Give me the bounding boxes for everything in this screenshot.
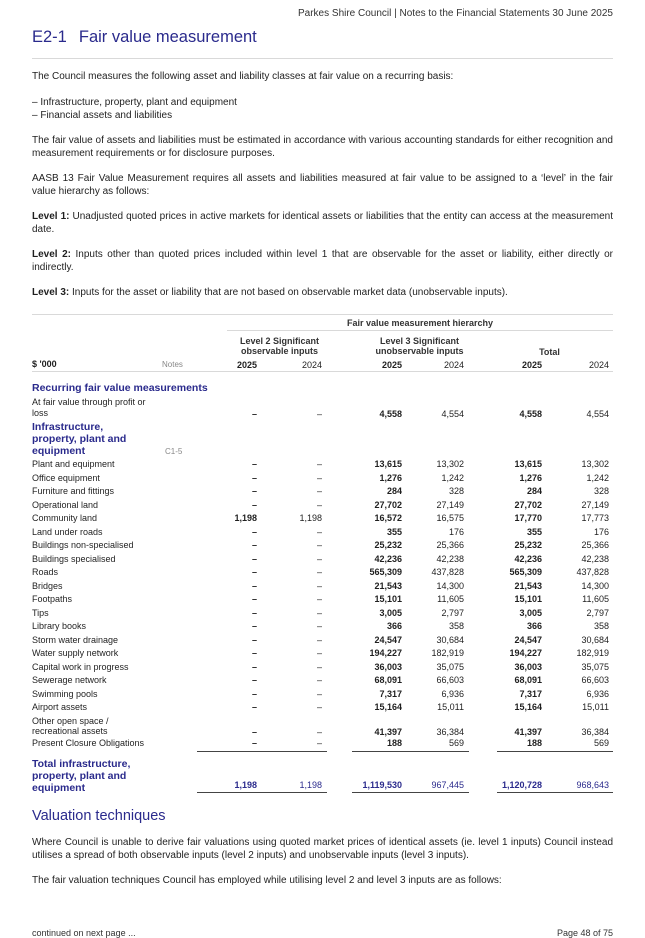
total-cell: 1,119,530 [362,780,402,790]
table-cell: 6,936 [586,688,609,699]
table-cell: 41,397 [514,726,542,737]
table-cell: – [316,688,322,699]
table-cell: – [251,648,257,658]
table-cell: 36,003 [374,661,402,672]
row-label: Airport assets [32,702,88,712]
table-cell: 565,309 [369,567,402,577]
table-cell: 284 [526,486,542,496]
ippe-note-ref: C1-5 [165,447,183,456]
table-cell: 15,164 [514,702,542,712]
total-cell: 1,198 [299,780,322,790]
table-cell: – [316,526,322,537]
table-cell: – [316,472,322,483]
table-cell: – [316,737,322,748]
table-cell: 437,828 [576,567,609,577]
total-bottom-rule [352,792,469,793]
total-cell: 1,198 [234,780,257,790]
table-cell: 14,300 [436,580,464,591]
total-bottom-rule [197,792,327,793]
year-heading: 2025 [521,360,542,370]
row-label: Operational land [32,499,99,510]
table-cell: 17,770 [514,513,542,523]
table-cell: – [251,472,257,483]
table-cell: – [316,459,322,469]
level2-text: Inputs other than quoted prices included within level 1 that are observable for the asset or liability, either directly or indirectly. [32,249,613,273]
row-label: Roads [32,567,59,577]
table-cell: – [316,594,322,604]
table-cell: 68,091 [374,675,402,685]
table-cell: 68,091 [514,675,542,685]
table-cell: 30,684 [436,634,464,645]
year-heading: 2024 [588,360,609,370]
level2-group-heading: Level 2 Significant observable inputs [239,336,320,356]
table-cell: 2,797 [586,607,609,618]
total-rule [497,751,613,752]
table-cell: 27,702 [514,499,542,510]
table-cell: – [316,580,322,591]
table-cell: 328 [448,486,464,496]
table-cell: – [316,409,322,419]
notes-heading: Notes [162,360,183,369]
row-label: Tips [32,607,49,618]
table-cell: 194,227 [509,648,542,658]
table-cell: – [251,580,257,591]
paragraph: The fair value of assets and liabilities must be estimated in accordance with various accounting standards for either recognition and measurement requirements or for disclosure purposes. [32,135,613,159]
table-cell: 27,149 [436,499,464,510]
total-group-heading: Total [539,347,560,357]
table-cell: 42,238 [581,553,609,564]
table-cell: 3,005 [519,607,542,618]
table-cell: 188 [386,737,402,748]
table-cell: 366 [386,621,402,631]
table-cell: 565,309 [509,567,542,577]
table-cell: 25,232 [374,540,402,550]
table-cell: – [316,621,322,631]
table-cell: 21,543 [514,580,542,591]
table-cell: 25,232 [514,540,542,550]
row-label: Buildings specialised [32,553,116,564]
table-cell: 1,198 [299,513,322,523]
table-cell: – [316,675,322,685]
table-cell: – [316,634,322,645]
table-cell: 358 [448,621,464,631]
table-cell: – [316,486,322,496]
total-cell: 967,445 [431,780,464,790]
table-cell: 1,242 [586,472,609,483]
table-cell: 14,300 [581,580,609,591]
table-cell: 358 [593,621,609,631]
table-cell: 15,101 [374,594,402,604]
table-cell: – [316,648,322,658]
table-cell: 2,797 [441,607,464,618]
table-cell: 16,572 [374,513,402,523]
total-cell: 968,643 [576,780,609,790]
table-cell: 4,558 [519,409,542,419]
table-cell: 3,005 [379,607,402,618]
row-label: Swimming pools [32,688,98,699]
level1-text: Unadjusted quoted prices in active markets for identical assets or liabilities that the entity can access at the measurement date. [32,211,613,235]
table-cell: – [251,486,257,496]
table-cell: 188 [526,737,542,748]
table-cell: – [316,661,322,672]
table-cell: – [316,499,322,510]
table-cell: 355 [386,526,402,537]
row-label: Community land [32,513,98,523]
row-label: Sewerage network [32,675,107,685]
total-rule [352,751,469,752]
table-cell: 11,605 [582,594,609,604]
table-cell: 1,242 [441,472,464,483]
row-label: Furniture and fittings [32,486,115,496]
table-cell: 35,075 [436,661,464,672]
table-cell: – [251,726,257,737]
table-cell: 42,236 [374,553,402,564]
table-cell: 25,366 [581,540,609,550]
table-cell: 13,302 [581,459,609,469]
ippe-heading: Infrastructure, property, plant and equipment [32,421,127,457]
table-cell: 6,936 [441,688,464,699]
table-cell: 4,558 [379,409,402,419]
level3-label: Level 3: [32,287,70,298]
level2-paragraph [32,248,613,274]
table-cell: – [251,661,257,672]
table-cell: 41,397 [374,726,402,737]
hierarchy-heading: Fair value measurement hierarchy [346,318,494,328]
year-heading: 2024 [301,360,322,370]
year-heading: 2025 [236,360,257,370]
row-label: Footpaths [32,594,73,604]
valuation-paragraph: Where Council is unable to derive fair valuations using quoted market prices of identical assets (ie. level 1 inputs) Council instead utilises a spread of both observable inputs (level 2 inputs) and unobservable inputs (level 3 inputs). [32,837,613,861]
row-label: Land under roads [32,526,103,537]
level1-paragraph [32,210,613,236]
level1-label: Level 1: [32,211,70,222]
table-cell: 194,227 [369,648,402,658]
table-cell: 27,702 [374,499,402,510]
table-cell: 4,554 [441,409,464,419]
table-cell: 25,366 [436,540,464,550]
table-cell: – [316,726,322,737]
table-cell: – [251,526,257,537]
fair-value-table [32,314,613,794]
table-cell: 15,101 [514,594,542,604]
table-cell: – [316,540,322,550]
table-cell: 36,384 [581,726,609,737]
table-cell: 13,615 [514,459,542,469]
table-cell: 7,317 [519,688,542,699]
total-rule [197,751,327,752]
valuation-paragraph: The fair valuation techniques Council has employed while utilising level 2 and level 3 inputs are as follows: [32,875,502,886]
year-heading: 2024 [443,360,464,370]
table-cell: – [316,567,322,577]
paragraph: AASB 13 Fair Value Measurement requires all assets and liabilities measured at fair value to be assigned to a ‘level’ in the fair value hierarchy as follows: [32,173,613,197]
row-label: Plant and equipment [32,459,115,469]
title-divider [32,58,613,59]
table-cell: 182,919 [576,648,609,658]
table-cell: 182,919 [431,648,464,658]
table-cell: – [251,702,257,712]
row-label: Storm water drainage [32,634,119,645]
table-cell: 16,575 [436,513,464,523]
table-cell: 27,149 [581,499,609,510]
level3-group-heading: Level 3 Significant unobservable inputs [375,336,464,356]
table-cell: 21,543 [374,580,402,591]
hierarchy-rule [227,330,613,331]
footer-page-number: Page 48 of 75 [556,928,613,938]
table-cell: 66,603 [581,675,609,685]
bullet-item: – Financial assets and liabilities [32,110,173,121]
row-label: Buildings non-specialised [32,540,134,550]
table-cell: 42,238 [436,553,464,564]
level3-text: Inputs for the asset or liability that are not based on observable market data (unobservable inputs). [69,287,508,298]
level3-paragraph [32,286,613,299]
row-label: Present Closure Obligations [32,737,145,748]
row-label: Water supply network [32,648,119,658]
table-cell: – [316,553,322,564]
table-cell: – [251,594,257,604]
table-cell: 366 [526,621,542,631]
total-label: Total infrastructure, property, plant and equipment [32,758,131,794]
table-cell: – [251,737,257,748]
page-title [32,28,257,47]
table-cell: 1,198 [234,513,257,523]
table-cell: 1,276 [379,472,402,483]
table-cell: – [251,567,257,577]
financial-assets-label: At fair value through profit or loss [32,397,146,418]
table-cell: 569 [593,737,609,748]
table-cell: 11,605 [437,594,464,604]
table-cell: – [251,553,257,564]
table-cell: 66,603 [436,675,464,685]
table-cell: 437,828 [431,567,464,577]
section-title: Fair value measurement [78,28,257,46]
table-cell: 176 [593,526,609,537]
table-cell: 24,547 [374,634,402,645]
total-bottom-rule [497,792,613,793]
row-label: Library books [32,621,87,631]
table-cell: – [251,675,257,685]
valuation-heading: Valuation techniques [32,808,166,824]
table-cell: 15,011 [582,702,609,712]
section-number: E2-1 [32,28,67,46]
table-cell: 1,276 [519,472,542,483]
row-label: Bridges [32,580,63,591]
table-cell: 24,547 [514,634,542,645]
table-cell: – [251,409,257,419]
table-cell: – [316,702,322,712]
table-top-rule [32,314,613,315]
table-cell: 42,236 [514,553,542,564]
table-cell: – [251,688,257,699]
row-label: Other open space / recreational assets [32,715,109,736]
table-cell: 7,317 [379,688,402,699]
row-label: Capital work in progress [32,661,129,672]
table-cell: – [316,607,322,618]
table-cell: 569 [448,737,464,748]
table-cell: 36,003 [514,661,542,672]
table-cell: – [251,540,257,550]
header-bottom-rule [32,371,613,372]
table-cell: 284 [386,486,402,496]
table-cell: 36,384 [436,726,464,737]
level2-label: Level 2: [32,249,71,260]
intro-paragraph: The Council measures the following asset and liability classes at fair value on a recurring basis: [32,71,454,82]
footer-continued: continued on next page ... [32,928,136,938]
table-cell: – [251,499,257,510]
table-cell: – [251,634,257,645]
page-header: Parkes Shire Council | Notes to the Financial Statements 30 June 2025 [298,8,613,19]
table-cell: 15,011 [437,702,464,712]
recurring-heading: Recurring fair value measurements [32,382,208,394]
table-cell: 176 [448,526,464,537]
table-cell: 355 [526,526,542,537]
year-heading: 2025 [381,360,402,370]
bullet-item: – Infrastructure, property, plant and equipment [32,97,237,108]
table-cell: 13,302 [436,459,464,469]
table-cell: 35,075 [581,661,609,672]
table-cell: 4,554 [586,409,609,419]
total-cell: 1,120,728 [501,780,542,790]
table-cell: 13,615 [374,459,402,469]
table-cell: – [251,459,257,469]
table-cell: 17,773 [581,513,609,523]
table-cell: – [251,621,257,631]
table-cell: 328 [593,486,609,496]
table-cell: 15,164 [374,702,402,712]
table-cell: – [251,607,257,618]
row-label: Office equipment [32,472,100,483]
table-cell: 30,684 [581,634,609,645]
unit-label: $ '000 [32,359,57,369]
